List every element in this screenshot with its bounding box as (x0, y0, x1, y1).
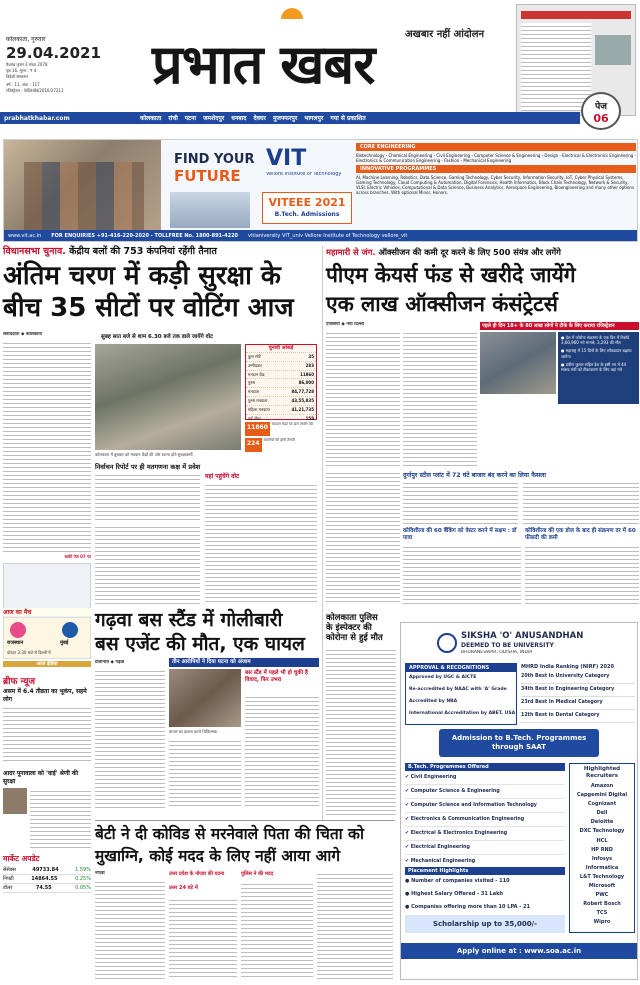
vit-social: vitianiversity VIT_univ Vellore Institute of Technology vellore_vit (248, 232, 408, 239)
story5-body-4 (317, 871, 393, 979)
stats-label: उम्मीदवार (248, 362, 262, 368)
story2-dateline-city: नयी दिल्ली (346, 322, 365, 327)
masthead-meta-5: रजिस्ट्रेशन : WBHIN/2010/37211 (6, 88, 64, 93)
stats-value: 11860 (300, 371, 314, 377)
vit-building (170, 192, 250, 228)
soa-approval-box (405, 663, 517, 725)
story2-body-2 (403, 330, 477, 466)
story1-col3-text (95, 524, 200, 604)
market-row (3, 875, 91, 884)
vit-core-box (356, 143, 636, 227)
stats-title: चुनावी आंकड़े (268, 345, 294, 351)
story1-body-text (3, 340, 91, 552)
soa-recruiter-item: Informatica (585, 864, 619, 871)
story3-headline-1[interactable]: गढ़वा बस स्टैंड में गोलीबारी (95, 609, 283, 631)
story3-side-text (245, 694, 319, 808)
page-badge (581, 92, 621, 130)
stats-label: महिला मतदाता (248, 406, 270, 412)
bullet-item: ● प्रवीण कुमार सहित देश के इसी भर में 44 सांसद मंत्री को टीकाकरण के लिए वहां गये (561, 361, 627, 373)
viteee-badge (262, 192, 352, 224)
story1-sub-2: यहां पहुंचेंगे वोट (205, 473, 240, 480)
story3-photo (169, 669, 241, 727)
story2-dateline: एजेंसियां ◆ नयी दिल्ली (326, 322, 365, 327)
soa-recruiter-item: Capgemini Digital (576, 792, 628, 799)
story2-dateline-text: एजेंसियां (326, 322, 340, 327)
vit-footer (4, 230, 637, 241)
soa-approval-list (406, 672, 516, 720)
vit-ad (3, 139, 638, 242)
story4-body (326, 647, 396, 817)
story1-more-link[interactable]: बाकी पेज 07 पर (64, 554, 91, 559)
soa-placement-item: ● Highest Salary Offered - 31 Lakh (405, 891, 503, 897)
soa-recruiter-item: L&T Technology (579, 873, 625, 880)
brief-1-text (3, 705, 91, 761)
soa-recruiter-item: TCS (596, 910, 608, 917)
story1-dateline: संवाददाता ◆ कोलकाता (3, 332, 43, 337)
soa-approval-item: International Accreditation by ABET, USA (409, 711, 516, 716)
stats-row (246, 361, 316, 370)
ipl-team-2: मुंबई (60, 640, 69, 646)
viteee-sub: B.Tech. Admissions (274, 211, 340, 218)
masthead (0, 0, 640, 132)
stats-value: 86,000 (298, 380, 314, 386)
brief-2-text (30, 788, 91, 848)
market-table (3, 866, 91, 893)
story2-body-3 (326, 470, 400, 604)
stats-value: 84,77,728 (291, 389, 314, 395)
soa-programme-item: ✔ Electronics & Communication Engineering (405, 813, 565, 827)
stats-list (246, 352, 316, 422)
brief-2-head: आदर पूनावाला को 'वाई' श्रेणी की सुरक्षा (3, 770, 78, 785)
story1-body-col (3, 332, 91, 623)
soa-programme-item: ✔ Electrical Engineering (405, 841, 565, 855)
stats-value: 43,55,835 (291, 397, 314, 403)
masthead-meta-1: वैशाख कृष्ण 3 संवत 2078 (6, 62, 48, 67)
story5-box-1: उत्तर प्रदेश के नोएडा की घटना (169, 871, 225, 877)
soa-recruiter-item: PWC (595, 892, 609, 899)
vit-innov-title: INNOVATIVE PROGRAMMES (356, 165, 636, 173)
soa-nirf-list (521, 671, 635, 723)
soa-apply-link[interactable]: Apply online at : www.soa.ac.in (401, 943, 637, 959)
story-garhwa (95, 608, 319, 808)
city-item: गया से प्रकाशित (330, 115, 366, 122)
story3-side-title: बस स्टैंड में पहले भी हो चुकी है विवाद, फिर उभरा (245, 670, 308, 683)
stats-box (245, 344, 317, 420)
vit-headline-1: FIND YOUR (174, 152, 255, 167)
brief-title: ब्रीफ न्यूज (3, 677, 36, 687)
soa-scholarship: Scholarship up to 35,000/- (405, 915, 565, 933)
city-item: मुजफ्फरपुर (272, 115, 298, 122)
ipl-team-1: राजस्थान (7, 640, 24, 646)
soa-recruiter-list (570, 782, 634, 928)
soa-programme-item: ✔ Computer Science and Information Technology (405, 799, 565, 813)
badge-companies (245, 438, 317, 452)
soa-name-2: DEEMED TO BE UNIVERSITY (461, 642, 554, 649)
stats-label: मतदाता (248, 389, 260, 395)
soa-programmes-title: B.Tech. Programmes Offered (405, 763, 565, 771)
story2-sub-3: कोविशील्ड की एक डोज के बाद ही संक्रमण दर में 60 फीसदी की कमी (525, 528, 636, 541)
story4-headline-1[interactable]: कोलकाता पुलिस (326, 613, 378, 623)
stats-row (246, 396, 316, 405)
market-change: 0.25% (75, 876, 91, 882)
soa-approval-item: Re-accredited by NAAC with 'A' Grade (409, 687, 507, 692)
story2-sub3-text (525, 544, 639, 604)
bullet-list (561, 335, 636, 372)
stats-value: 158 (305, 415, 314, 421)
story2-body-1 (326, 330, 400, 466)
story2-kicker-red: महामारी से जंग. (326, 247, 376, 257)
story2-box-title: पहले ही दिन 18+ के 80 लाख लोगों ने टीके के लिए कराया रजिस्ट्रेशन (480, 322, 639, 330)
soa-recruiter-item: Microsoft (588, 883, 616, 890)
bullet-item: ● महाराष्ट्र में 15 दिनों के लिए लॉकडाउन बढ़ाया जायेगा (561, 348, 632, 359)
soa-nirf-box (521, 663, 635, 725)
story3-headline-2[interactable]: बस एजेंट की मौत, एक घायल (95, 633, 305, 655)
soa-ad (400, 622, 638, 980)
soa-nirf-item: 12th Best in Dental Category (521, 710, 635, 723)
vit-brand-full: Vellore Institute of Technology (266, 172, 342, 177)
soa-recruiter-item: Amazon (590, 783, 614, 789)
brief-2-photo (3, 788, 27, 814)
thumbnail-text-lines (521, 23, 591, 111)
stats-value: 283 (305, 362, 314, 368)
soa-recruiter-item: HCL (596, 837, 608, 844)
masthead-meta-3: विदेशी संस्करण (6, 74, 29, 79)
story1-dateline-text: संवाददाता (3, 332, 20, 337)
bullet-item: ● देश में कोरोना संक्रमण के एक दिन में रिकॉर्ड 3,60,960 नये मामले, 3,293 की मौत (561, 335, 630, 346)
story1-headline-2[interactable]: बीच 35 सीटों पर वोटिंग आज (3, 293, 294, 323)
ipl-logo-1 (10, 622, 26, 638)
thumbnail-photo (595, 35, 631, 65)
city-item: धनबाद (231, 115, 247, 122)
vit-website-link[interactable]: www.vit.ac.in (8, 232, 42, 239)
story1-photo (95, 344, 241, 450)
cities-list (140, 114, 366, 122)
stats-row (246, 370, 316, 379)
story2-kicker (326, 246, 638, 258)
story-election (3, 246, 317, 636)
soa-nirf-title: MHRD India Ranking (NIRF) 2020 (521, 664, 614, 670)
vit-brand: VIT (266, 146, 307, 171)
city-item: पटना (184, 115, 197, 122)
ipl-time: दोपहर 3:30 बजे से दिल्ली में (7, 650, 51, 655)
story2-photo (480, 332, 556, 394)
vit-ad-students (24, 162, 144, 230)
market-row (3, 884, 91, 893)
soa-recruiter-item: Dell (596, 810, 608, 817)
soa-programme-item: ✔ Electrical & Electronics Engineering (405, 827, 565, 841)
story3-photo-credit: घायल का इलाज करते चिकित्सक. (169, 729, 219, 734)
market-change: 0.05% (75, 885, 91, 891)
soa-placement-box (405, 867, 565, 914)
soa-placement-item: ● Companies offering more than 10 LPA - 21 (405, 904, 531, 910)
market-value: 49733.84 (32, 867, 59, 873)
story5-body-3 (241, 881, 313, 979)
soa-recruiters-title: Highlighted Recruiters (583, 766, 621, 779)
story1-kicker (3, 246, 317, 258)
stats-label: पुरुष (248, 380, 255, 386)
market-value: 14864.55 (31, 876, 58, 882)
city-item: रांची (168, 115, 178, 122)
soa-recruiters-box (569, 763, 635, 933)
soa-nirf-item: 34th Best in Engineering Category (521, 684, 635, 697)
story1-sub-1: निर्वाचन रिपोर्ट पर ही मतगणना कक्ष में प्रवेश (95, 463, 201, 471)
story2-sub2-text (403, 544, 521, 604)
ipl-title: आज का मैच (3, 608, 91, 616)
viteee-title: VITEEE 2021 (268, 196, 346, 209)
story1-sub2-text (205, 482, 317, 604)
logo: प्रभात खबर (152, 33, 375, 96)
stats-row (246, 405, 316, 414)
sidebar (3, 608, 91, 980)
city-item: भागलपुर (304, 115, 324, 122)
story3-dateline-city: गढ़वा (115, 660, 125, 665)
city-item: जमशेदपुर (203, 115, 225, 122)
story1-dateline-city: कोलकाता (26, 332, 43, 337)
story2-bullets (558, 332, 639, 404)
story2-sub1-text-1 (403, 480, 518, 524)
soa-programme-list (405, 771, 565, 869)
market-value: 74.55 (35, 885, 52, 891)
story-oxygen (322, 246, 638, 636)
soa-location: BHUBANESWAR, ODISHA, INDIA (461, 650, 533, 655)
story3-dateline-text: प्रतिनिधि (95, 660, 109, 665)
stats-row (246, 387, 316, 396)
soa-nirf-item: 23rd Best in Medical Category (521, 697, 635, 710)
story5-headline-2[interactable]: मुखाग्नि, कोई मदद के लिए नहीं आया आगे (95, 847, 341, 865)
story-kolkata-police (322, 613, 396, 821)
story5-headline-1[interactable]: बेटी ने दी कोविड से मरनेवाले पिता की चिता को (95, 825, 364, 843)
soa-nirf-item: 20th Best in University Category (521, 671, 635, 684)
page-badge-word: पेज (595, 102, 607, 112)
stats-label: पुरुष मतदाता (248, 397, 268, 403)
soa-programme-item: ✔ Computer Science & Engineering (405, 785, 565, 799)
masthead-city-day: कोलकाता, गुरुवार (6, 36, 46, 43)
soa-recruiter-item: Cognizant (587, 801, 617, 808)
thumbnail-head (521, 11, 631, 19)
story3-photo-caption: तीन आरोपियों ने दिया घटना को अंजाम (169, 658, 319, 667)
story5-box-2: उत्तर 24 घंटे में (169, 885, 198, 891)
soa-recruiter-item: Infosys (591, 855, 613, 862)
tagline: अखबार नहीं आंदोलन (405, 29, 485, 40)
masthead-meta-4: वर्ष : 11, अंक : 117 (6, 82, 40, 87)
badge-companies-num: 224 (245, 438, 262, 452)
ipl-card (3, 617, 91, 659)
soa-recruiter-item: HP RND (591, 846, 613, 853)
story3-dateline: प्रतिनिधि ◆ गढ़वा (95, 660, 125, 665)
vit-headline-2: FUTURE (174, 167, 241, 185)
soa-programme-item: ✔ Civil Engineering (405, 771, 565, 785)
masthead-date: 29.04.2021 (6, 44, 101, 62)
badge-polling (245, 422, 317, 436)
soa-approval-title: APPROVAL & RECOGNITIONS (406, 664, 516, 672)
vit-enquiry: FOR ENQUIRIES +91-416-220-2020 - TOLLFREE No. 1800-891-4220 (51, 232, 239, 239)
stats-value: 35 (308, 354, 314, 359)
story1-photo-caption: सुबह सात बजे से शाम 6.30 बजे तक डाले जायेंगे वोट (95, 332, 317, 342)
stats-label: मतदान केंद्र (248, 371, 265, 377)
soa-recruiter-item: Deloitte (590, 819, 614, 826)
soa-logo-icon (437, 633, 457, 653)
story1-sub1-text (95, 472, 200, 520)
sun-logo-icon (281, 8, 303, 19)
soa-approval-item: Accredited by NBA (409, 699, 458, 704)
masthead-meta-2: पृष्ठ 16, मूल्य : ₹ 4 (6, 68, 37, 73)
soa-programmes-box (405, 763, 565, 869)
market-row (3, 866, 91, 875)
story-noida (95, 820, 395, 980)
story1-photo-credit: कोलकाता में बुधवार को मतदान केंद्रों की ओर रवाना होते सुरक्षाकर्मी. (95, 452, 194, 457)
soa-recruiter-item: DXC Technology (579, 828, 625, 835)
badge-companies-text: कंपनियाँ की होगी तैनाती (263, 438, 296, 442)
story3-body-1 (95, 668, 165, 808)
story2-sub-1: दुर्गापुर स्टील प्लांट में 72 घंटे बाजार बंद करने का लिया फैसला (403, 472, 546, 479)
stats-row (246, 352, 316, 361)
soa-programme-item: ✔ Mechanical Engineering (405, 855, 565, 869)
story5-body-1 (95, 879, 165, 979)
story1-headline-1[interactable]: अंतिम चरण में कड़ी सुरक्षा के (3, 261, 281, 291)
market-title: मार्केट अपडेट (3, 854, 40, 863)
masthead-bar (0, 112, 580, 124)
story2-headline-2[interactable]: एक लाख ऑक्सीजन कंसंट्रेटर्स (326, 292, 558, 316)
story1-kicker-red: विधानसभा चुनाव. (3, 246, 66, 257)
soa-recruiter-item: Wipro (593, 919, 611, 926)
story2-sub-2: कोविशील्ड की 60 बैंकिंग को वेस्टर करने में सक्षम : डॉ पात्रा (403, 528, 517, 541)
ipl-logo-2 (62, 622, 78, 638)
story5-body-2 (169, 897, 237, 979)
vit-core-title: CORE ENGINEERING (356, 143, 636, 151)
story5-box-3: पुलिस ने की मदद (241, 871, 274, 877)
website-link[interactable]: prabhatkhabar.com (4, 114, 70, 122)
story1-kicker-rest: केंद्रीय बलों की 753 कंपनियां रहेंगी तैनात (69, 246, 217, 257)
ipl-tag: आज इंडिया (3, 661, 91, 667)
badge-polling-num: 11860 (245, 422, 270, 436)
story5-dateline: नोएडा (95, 871, 105, 876)
soa-placement-item: ● Number of companies visited - 110 (405, 878, 510, 884)
city-item: कोलकाता (140, 115, 162, 122)
badge-polling-text: मतदान केंद्रों पर डाले जायेंगे वोट (271, 422, 314, 426)
vit-core-text: Biotechnology - Chemical Engineering - Civil Engineering - Computer Science & Engineering - Design - Electrical & Electronics Engineering - Electronics & Communication Engineering - Fashion - Mechanical Engineering (356, 153, 636, 163)
story4-headline-3[interactable]: कोरोना से हुई मौत (326, 633, 383, 643)
story2-kicker-rest: ऑक्सीजन की कमी दूर करने के लिए 500 संयंत्र और लगेंगे (378, 247, 561, 257)
brief-1-head: असम में 6.4 तीव्रता का भूकंप, सहमे लोग (3, 688, 87, 703)
market-name: डॉलर (3, 885, 13, 891)
page-badge-num: 06 (593, 112, 609, 125)
stats-label: कुल सीटें (248, 354, 261, 359)
soa-admission-banner: Admission to B.Tech. Programmes through SAAT (439, 729, 599, 757)
vit-innov-text: AI, Machine Learning, Robotics, Data Science, Gaming Technology, Cyber Security, Information Security, IoT, Cyber Physical Systems, Gaming Technology, Cloud Computing & Automation, Digital Forensics, Health Informatics, Block Chain Technology, Network & Security, VLSI, Electric Vehicles, Computational & Data Science, Business Analytics, Aerospace Engineering, Bioengineering and many other options across branches. With optional Minor, Honors. (356, 175, 635, 195)
story3-body-2 (169, 738, 241, 808)
story4-headline-2[interactable]: के इंस्पेक्टर की (326, 623, 372, 633)
stats-row (246, 378, 316, 387)
story2-sub1-text-2 (523, 480, 639, 524)
story2-headline-1[interactable]: पीएम केयर्स फंड से खरीदे जायेंगे (326, 263, 576, 287)
market-change: 1.59% (75, 867, 91, 873)
soa-approval-item: Approved by UGC & AICTE (409, 675, 477, 680)
market-name: सेंसेक्स (3, 867, 16, 873)
market-name: निफ्टी (3, 876, 14, 882)
city-item: देवघर (253, 115, 266, 122)
soa-name-1: SIKSHA 'O' ANUSANDHAN (461, 631, 584, 641)
stats-label: थर्ड जेंडर (248, 415, 261, 421)
soa-placement-title: Placement Highlights (405, 867, 565, 875)
soa-recruiter-item: Robert Bosch (583, 901, 621, 908)
soa-placement-list (405, 875, 565, 914)
stats-value: 41,21,735 (291, 406, 314, 412)
